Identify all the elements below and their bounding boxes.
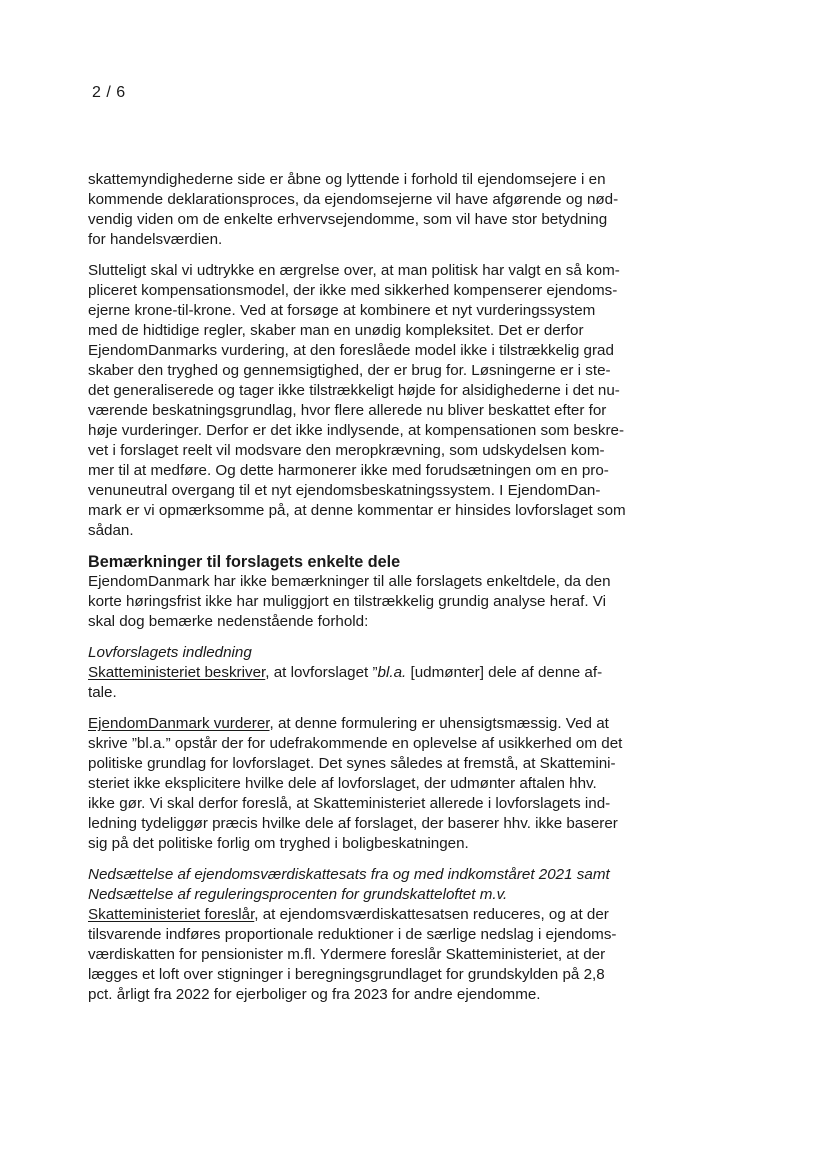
text-line: med de hidtidige regler, skaber man en unødig kompleksitet. Det er derfor — [88, 322, 584, 339]
text-line: EjendomDanmark har ikke bemærkninger til alle forslagets enkeltdele, da den — [88, 573, 611, 590]
paragraph-bemaerkninger-intro — [88, 572, 678, 632]
text-span: , at denne formulering er uhensigtsmæssig. Ved at — [269, 715, 609, 732]
text-line: pct. årligt fra 2022 for ejerboliger og fra 2023 for andre ejendomme. — [88, 986, 541, 1003]
text-line: høje vurderinger. Derfor er det ikke indlysende, at kompensationen som beskre- — [88, 422, 625, 439]
text-line: politiske grundlag for lovforslaget. Det synes således at fremstå, at Skattemini- — [88, 755, 616, 772]
subsection-title: Nedsættelse af ejendomsværdiskattesats fra og med indkomståret 2021 samt — [88, 866, 610, 883]
text-line: for handelsværdien. — [88, 231, 223, 248]
subsection-lovforslagets-indledning — [88, 643, 678, 703]
text-line: skattemyndighederne side er åbne og lyttende i forhold til ejendomsejere i en — [88, 171, 606, 188]
text-line: vendig viden om de enkelte erhvervsejendomme, som vil have stor betydning — [88, 211, 608, 228]
text-line: sådan. — [88, 522, 134, 539]
text-line: ikke gør. Vi skal derfor foreslå, at Skatteministeriet allerede i lovforslagets ind- — [88, 795, 611, 812]
ejendomdanmark-link[interactable]: EjendomDanmark vurderer — [88, 715, 270, 732]
text-line: EjendomDanmarks vurdering, at den foreslåede model ikke i tilstrækkelig grad — [88, 342, 614, 359]
text-line: steriet ikke eksplicitere hvilke dele af lovforslaget, der udmønter aftalen hhv. — [88, 775, 597, 792]
section-heading: Bemærkninger til forslagets enkelte dele — [88, 553, 401, 571]
text-line — [88, 905, 678, 925]
text-line: skaber den tryghed og gennemsigtighed, der er brug for. Løsningerne er i ste- — [88, 362, 611, 379]
text-line: ledning tydeliggør præcis hvilke dele af forslaget, der baserer hhv. ikke baserer — [88, 815, 618, 832]
ministry-link[interactable]: Skatteministeriet foreslår — [88, 906, 255, 923]
subsection-title: Nedsættelse af reguleringsprocenten for grundskatteloftet m.v. — [88, 886, 508, 903]
text-line: tilsvarende indføres proportionale reduktioner i de særlige nedslag i ejendoms- — [88, 926, 617, 943]
subsection-title: Lovforslagets indledning — [88, 644, 252, 661]
text-line: vet i forslaget reelt vil modsvare den meropkrævning, som udskydelsen kom- — [88, 442, 605, 459]
document-body — [88, 170, 678, 1016]
text-line: kommende deklarationsproces, da ejendomsejerne vil have afgørende og nød- — [88, 191, 619, 208]
text-span: , at ejendomsværdiskattesatsen reduceres, og at der — [254, 906, 609, 923]
text-line: sig på det politiske forlig om tryghed i boligbeskatningen. — [88, 835, 469, 852]
text-line: værende beskatningsgrundlag, hvor flere allerede nu bliver beskattet efter for — [88, 402, 607, 419]
text-line — [88, 663, 678, 683]
emphasis-text: bl.a. — [377, 664, 407, 681]
paragraph-ejendomdanmark-vurderer — [88, 714, 678, 854]
text-line — [88, 714, 678, 734]
text-line: venuneutral overgang til et nyt ejendomsbeskatningssystem. I EjendomDan- — [88, 482, 601, 499]
text-line: skal dog bemærke nedenstående forhold: — [88, 613, 369, 630]
text-line: skrive ”bl.a.” opstår der for udefrakommende en oplevelse af usikkerhed om det — [88, 735, 623, 752]
paragraph-kompensationsmodel — [88, 261, 678, 541]
text-line: korte høringsfrist ikke har muliggjort en tilstrækkelig grundig analyse heraf. Vi — [88, 593, 607, 610]
text-line: mark er vi opmærksomme på, at denne kommentar er hinsides lovforslaget som — [88, 502, 626, 519]
paragraph-deklarationsproces — [88, 170, 678, 250]
subsection-nedsaettelse — [88, 865, 678, 1005]
page-number: 2 / 6 — [92, 84, 126, 101]
text-line: tale. — [88, 684, 117, 701]
text-span: , at lovforslaget ” — [265, 664, 378, 681]
text-line: mer til at medføre. Og dette harmonerer ikke med forudsætningen om en pro- — [88, 462, 609, 479]
text-line: værdiskatten for pensionister m.fl. Ydermere foreslår Skatteministeriet, at der — [88, 946, 606, 963]
ministry-link[interactable]: Skatteministeriet beskriver — [88, 664, 266, 681]
text-span: [udmønter] dele af denne af- — [406, 664, 603, 681]
text-line: pliceret kompensationsmodel, der ikke med sikkerhed kompenserer ejendoms- — [88, 282, 618, 299]
text-line: lægges et loft over stigninger i beregningsgrundlaget for grundskylden på 2,8 — [88, 966, 605, 983]
text-line: det generaliserede og tager ikke tilstrækkeligt højde for alsidighederne i det nu- — [88, 382, 620, 399]
text-line: ejerne krone-til-krone. Ved at forsøge at kombinere et nyt vurderingssystem — [88, 302, 596, 319]
text-line: Slutteligt skal vi udtrykke en ærgrelse over, at man politisk har valgt en så kom- — [88, 262, 620, 279]
